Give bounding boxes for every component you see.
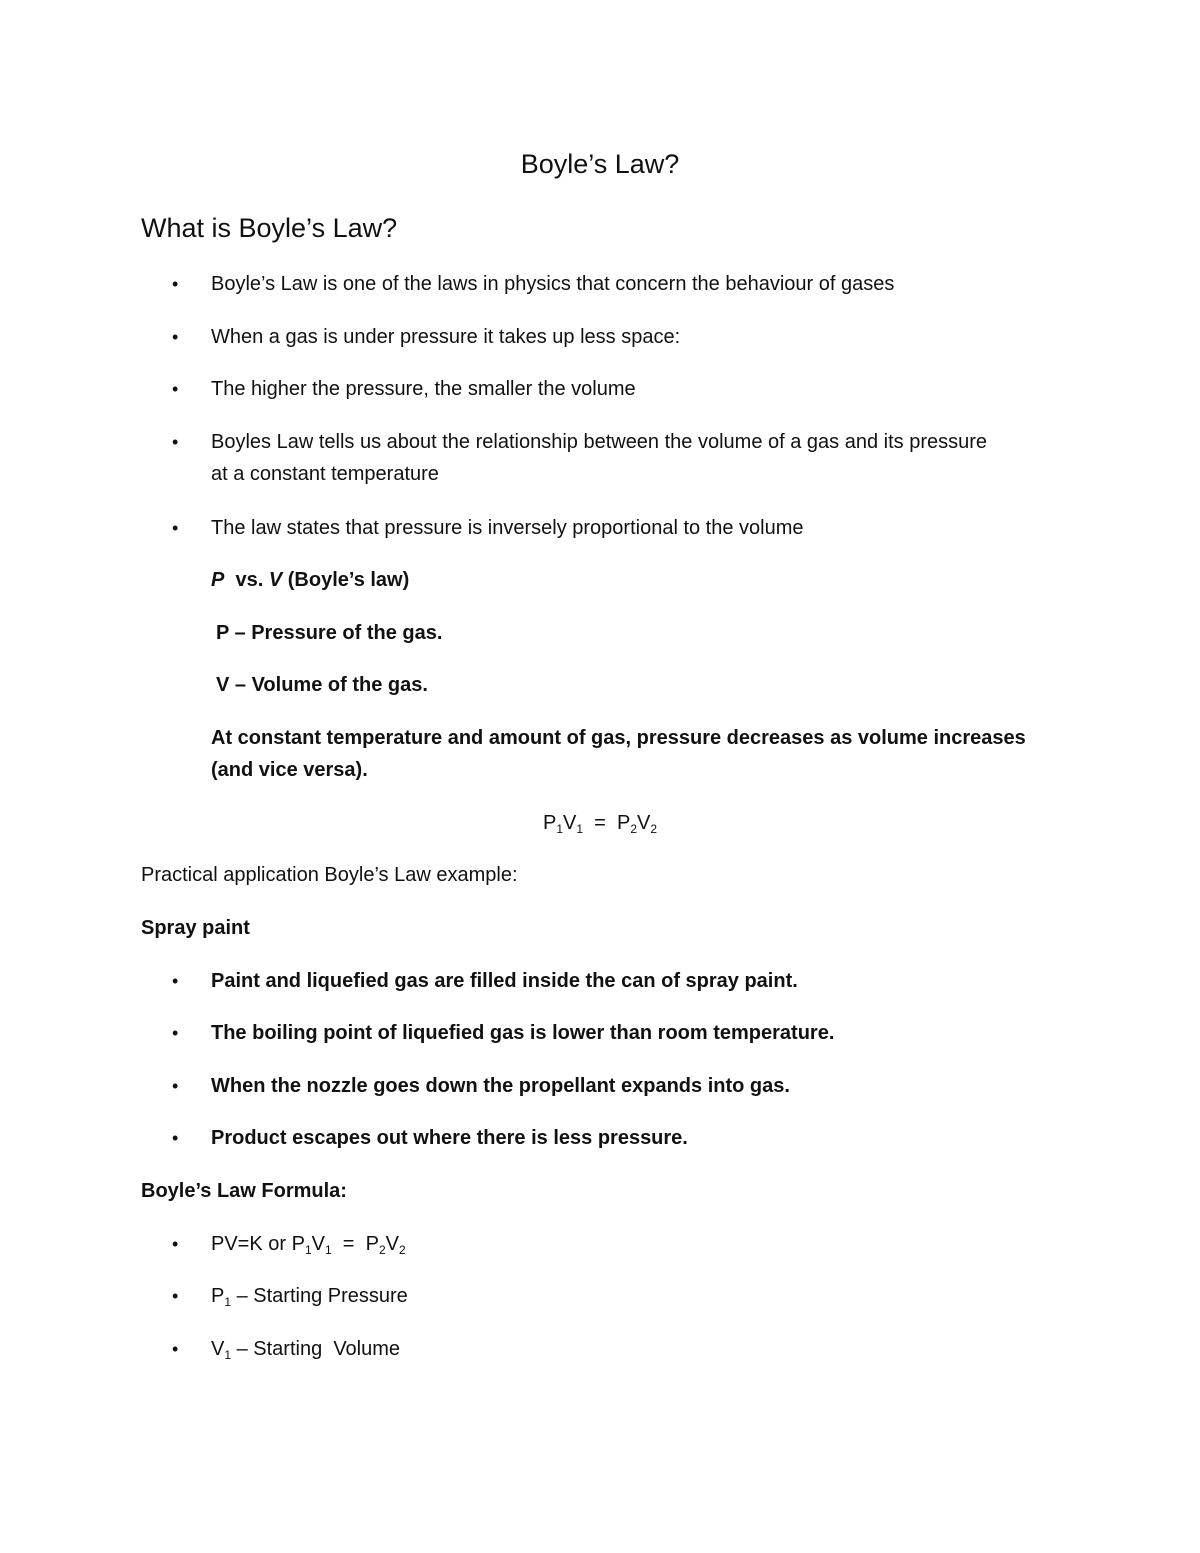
page-title: Boyle’s Law? <box>520 149 680 179</box>
spray-heading: Spray paint <box>141 917 250 939</box>
bullet-icon: • <box>172 432 179 452</box>
bullet-icon: • <box>172 1076 179 1096</box>
v-definition: V – Volume of the gas. <box>216 674 428 696</box>
practical-heading: Practical application Boyle’s Law example: <box>141 864 518 886</box>
pv-vs: vs. <box>235 569 264 591</box>
statement-line: At constant temperature and amount of gas, pressure decreases as volume increases <box>211 727 1026 749</box>
list-item: When the nozzle goes down the propellant expands into gas. <box>211 1075 790 1097</box>
list-item: Paint and liquefied gas are filled inside the can of spray paint. <box>211 970 798 992</box>
bullet-icon: • <box>172 1286 179 1306</box>
bullet-icon: • <box>172 327 179 347</box>
pv-v: V <box>268 569 283 591</box>
equation: $P_1V_1 = P_2V_2$ <box>542 812 658 836</box>
bullet-icon: • <box>172 971 179 991</box>
bullet-icon: • <box>172 1128 179 1148</box>
list-item: Boyles Law tells us about the relationship between the volume of a gas and its pressure <box>211 431 988 453</box>
p-definition: P – Pressure of the gas. <box>216 622 443 644</box>
bullet-icon: • <box>172 379 179 399</box>
pv-line <box>211 564 409 596</box>
list-item: Boyle’s Law is one of the laws in physics that concern the behaviour of gases <box>211 273 895 295</box>
statement-line: (and vice versa). <box>211 759 368 781</box>
list-item: The boiling point of liquefied gas is lower than room temperature. <box>211 1022 835 1044</box>
list-item: Product escapes out where there is less pressure. <box>211 1127 688 1149</box>
bullet-icon: • <box>172 1234 179 1254</box>
bullet-icon: • <box>172 1023 179 1043</box>
pv-p: P <box>211 569 225 591</box>
formula-item: $P_1$ – Starting Pressure <box>211 1285 408 1309</box>
formula-item: $V_1$ – Starting Volume <box>211 1338 401 1362</box>
bullet-icon: • <box>172 1339 179 1359</box>
list-item: The higher the pressure, the smaller the volume <box>211 378 636 400</box>
bullet-icon: • <box>172 274 179 294</box>
list-item: The law states that pressure is inversely proportional to the volume <box>211 517 804 539</box>
pv-rest: (Boyle’s law) <box>287 569 410 591</box>
list-item-continuation: at a constant temperature <box>211 463 439 485</box>
formula-heading: Boyle’s Law Formula: <box>141 1180 347 1202</box>
bullet-icon: • <box>172 518 179 538</box>
section-heading: What is Boyle’s Law? <box>141 213 398 243</box>
list-item: When a gas is under pressure it takes up less space: <box>211 326 681 348</box>
formula-item: PV=K or $P_1V_1 = P_2V_2$ <box>211 1233 406 1257</box>
